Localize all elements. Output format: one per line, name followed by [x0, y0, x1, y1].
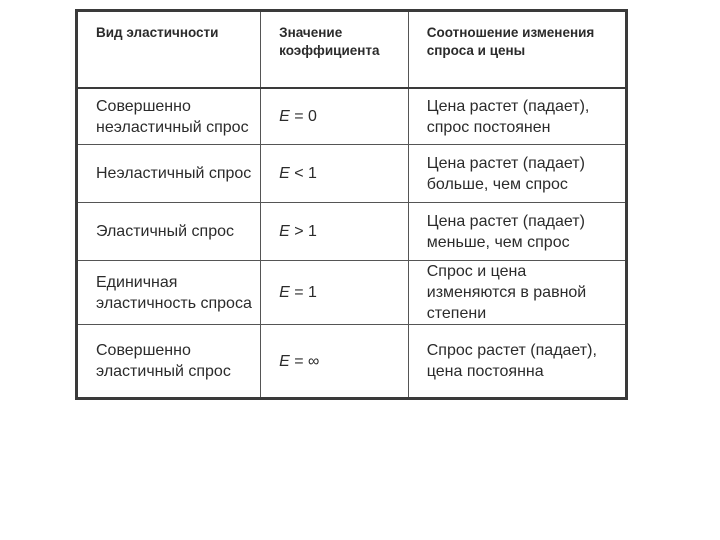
coefficient-variable: E	[279, 352, 290, 370]
elasticity-type-cell: Эластичный спрос	[77, 203, 261, 261]
coefficient-relation: = 0	[294, 108, 317, 125]
elasticity-table	[75, 9, 628, 400]
table-header-row	[77, 11, 627, 89]
coefficient-cell	[261, 145, 409, 203]
table-row	[77, 261, 627, 325]
coefficient-cell	[261, 88, 409, 145]
coefficient-relation: = ∞	[294, 352, 320, 370]
relation-cell: Спрос и цена изменяются в равной степени	[408, 261, 626, 325]
table-row	[77, 203, 627, 261]
elasticity-type-cell: Неэластичный спрос	[77, 145, 261, 203]
relation-cell: Цена растет (падает), спрос постоянен	[408, 88, 626, 145]
coefficient-relation: < 1	[294, 165, 317, 182]
coefficient-relation: = 1	[294, 284, 317, 301]
coefficient-cell	[261, 325, 409, 399]
elasticity-type-cell: Единичная эластичность спроса	[77, 261, 261, 325]
table-row	[77, 145, 627, 203]
coefficient-relation: > 1	[294, 223, 317, 240]
coefficient-cell	[261, 203, 409, 261]
coefficient-cell	[261, 261, 409, 325]
coefficient-variable: E	[279, 108, 290, 125]
header-demand-price-relation: Соотношение изменения спроса и цены	[408, 11, 626, 89]
table-row	[77, 88, 627, 145]
header-coefficient-value: Значение коэффициента	[261, 11, 409, 89]
table-row	[77, 325, 627, 399]
relation-cell: Спрос растет (падает), цена постоянна	[408, 325, 626, 399]
relation-cell: Цена растет (падает) меньше, чем спрос	[408, 203, 626, 261]
coefficient-variable: E	[279, 284, 290, 301]
relation-cell: Цена растет (падает) больше, чем спрос	[408, 145, 626, 203]
elasticity-type-cell: Совершенно неэластичный спрос	[77, 88, 261, 145]
coefficient-variable: E	[279, 223, 290, 240]
elasticity-type-cell: Совершенно эластичный спрос	[77, 325, 261, 399]
coefficient-variable: E	[279, 165, 290, 182]
header-elasticity-type: Вид эластичности	[77, 11, 261, 89]
